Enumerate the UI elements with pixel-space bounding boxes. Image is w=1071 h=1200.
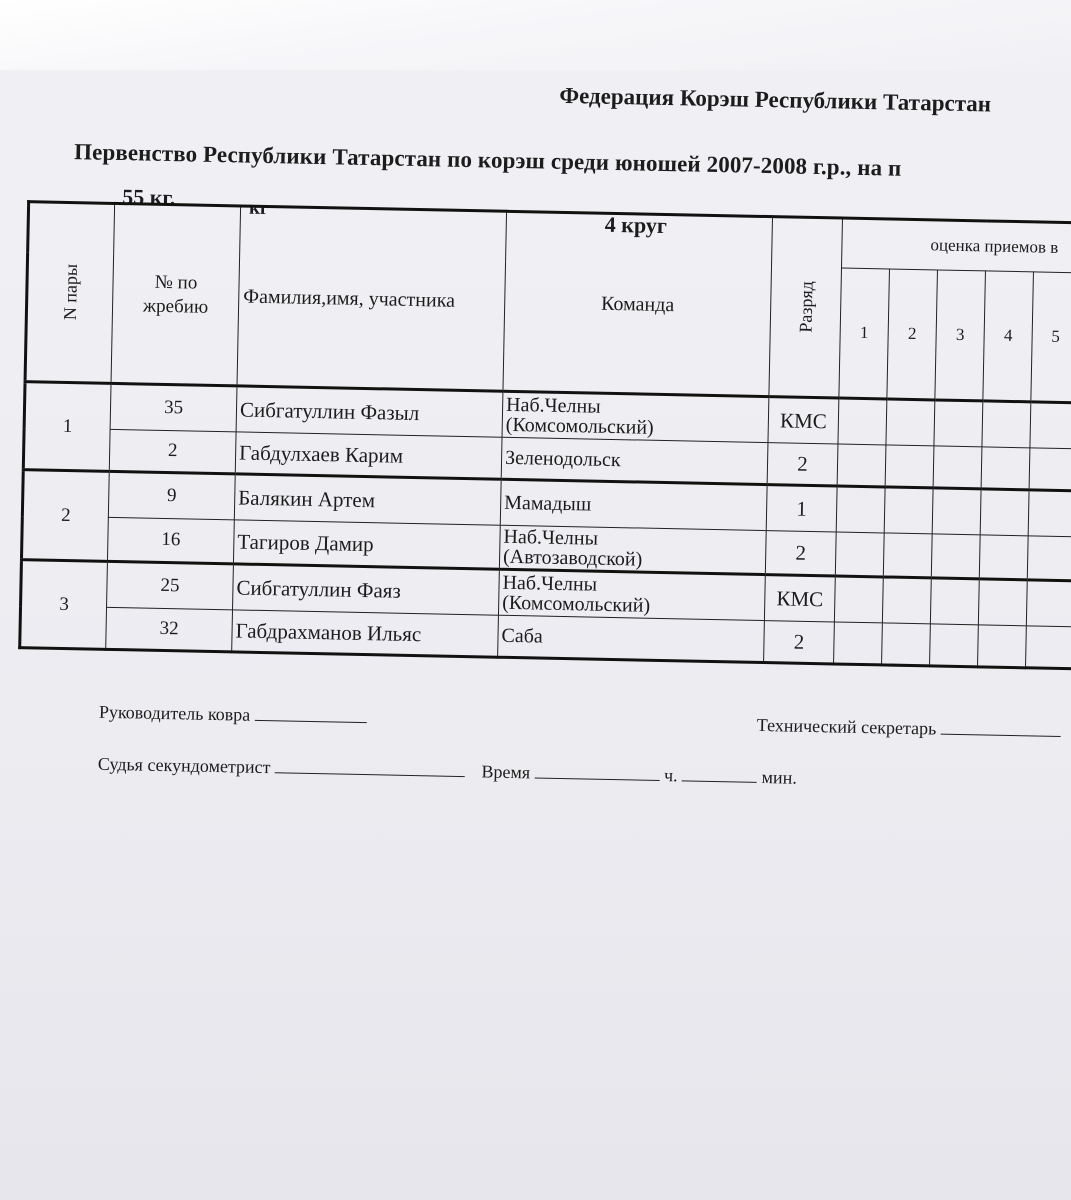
participant-name: Габдрахманов Ильяс: [232, 610, 499, 657]
score-cell[interactable]: [886, 399, 935, 446]
tech-secretary-signature: [757, 715, 1061, 742]
score-cell[interactable]: [883, 533, 932, 578]
score-cell[interactable]: [835, 532, 884, 577]
col-header-rank: [769, 217, 843, 398]
draw-number: 2: [109, 429, 236, 474]
competition-title: Первенство Республики Татарстан по корэш среди юношей 2007-2008 г.р., на п: [73, 139, 902, 181]
col-rank-label: Разряд: [795, 280, 817, 333]
score-cell[interactable]: [934, 400, 983, 447]
col-header-pair: [25, 202, 115, 384]
team-line: Наб.Челны: [505, 393, 601, 418]
col-team-label: Команда: [600, 292, 675, 316]
rank-cell: 2: [765, 531, 836, 576]
score-cell[interactable]: [978, 625, 1027, 668]
tech-secretary-line[interactable]: [941, 720, 1061, 737]
score-col-2: 2: [887, 269, 938, 400]
hours-label: ч.: [663, 765, 678, 786]
pair-number: 1: [23, 382, 111, 472]
participant-name: Тагиров Дамир: [233, 520, 500, 569]
rank-cell: КМС: [768, 397, 839, 444]
score-cell[interactable]: [1028, 490, 1071, 537]
federation-heading: Федерация Корэш Республики Татарстан: [559, 82, 992, 117]
score-cell[interactable]: [882, 577, 931, 624]
score-cell[interactable]: [885, 445, 934, 488]
team-cell: Мамадыш: [500, 479, 767, 530]
participant-name: Сибгатуллин Фазыл: [236, 386, 503, 437]
mat-head-line[interactable]: [255, 706, 367, 723]
col-header-scores: [841, 218, 1071, 273]
timekeeper-signature: [98, 754, 797, 789]
col-header-draw: [111, 203, 241, 385]
score-cell[interactable]: [836, 486, 885, 533]
minutes-line[interactable]: [682, 766, 757, 783]
time-label: Время: [481, 761, 531, 783]
score-cell[interactable]: [981, 447, 1030, 490]
participant-name: Габдулхаев Карим: [235, 432, 502, 479]
draw-number: 25: [107, 561, 234, 610]
score-cell[interactable]: [982, 401, 1031, 448]
timekeeper-label: Судья секундометрист: [97, 753, 271, 778]
draw-number: 9: [108, 471, 235, 520]
team-line: Наб.Челны: [502, 571, 598, 596]
score-cell[interactable]: [884, 487, 933, 534]
score-cell[interactable]: [932, 488, 981, 535]
col-name-label: Фамилия,имя, участника: [243, 285, 456, 312]
score-cell[interactable]: [931, 534, 980, 579]
rank-cell: 1: [766, 485, 837, 532]
minutes-label: мин.: [761, 767, 798, 788]
score-cell[interactable]: [838, 398, 887, 445]
score-col-5: 5: [1031, 272, 1071, 403]
draw-number: 32: [106, 607, 233, 652]
draw-number: 35: [110, 383, 237, 432]
col-pair-label: N пары: [59, 263, 81, 321]
score-cell[interactable]: [1026, 580, 1071, 627]
mat-head-label: Руководитель ковра: [98, 701, 251, 725]
team-line-2: (Автозаводской): [502, 545, 643, 571]
col-draw-label: № по жребию: [142, 271, 209, 318]
round-label: 4 круг: [604, 211, 668, 239]
score-col-1: 1: [839, 268, 890, 399]
team-cell: Саба: [498, 615, 765, 662]
timekeeper-line[interactable]: [275, 758, 465, 777]
score-cell[interactable]: [978, 579, 1027, 626]
team-cell: [499, 525, 766, 574]
participant-name: Балякин Артем: [234, 474, 501, 525]
score-cell[interactable]: [979, 535, 1028, 580]
score-cell[interactable]: [882, 623, 931, 666]
score-col-3: 3: [935, 270, 986, 401]
rank-cell: 2: [764, 621, 835, 664]
tech-secretary-label: Технический секретарь: [756, 714, 937, 739]
team-cell: [502, 391, 769, 442]
score-cell[interactable]: [980, 489, 1029, 536]
score-cell[interactable]: [1026, 626, 1071, 669]
rank-cell: 2: [767, 443, 838, 486]
rank-cell: КМС: [764, 575, 835, 622]
score-cell[interactable]: [1030, 402, 1071, 449]
team-cell: Зеленодольск: [501, 437, 768, 484]
paper-edge: [0, 0, 1071, 70]
score-cell[interactable]: [930, 578, 979, 625]
pair-number: 2: [21, 470, 109, 562]
hours-line[interactable]: [535, 763, 660, 781]
score-col-4: 4: [983, 271, 1034, 402]
protocol-document: [5, 60, 1071, 842]
score-cell[interactable]: [834, 576, 883, 623]
score-cell[interactable]: [1027, 536, 1071, 581]
score-cell[interactable]: [837, 444, 886, 487]
weight-category: 55 кг.: [122, 184, 176, 211]
team-line-2: (Комсомольский): [505, 413, 654, 439]
score-cell[interactable]: [1029, 448, 1071, 491]
score-cell[interactable]: [834, 622, 883, 665]
mat-head-signature: [99, 702, 367, 728]
team-line-2: (Комсомольский): [501, 591, 651, 617]
draw-number: 16: [107, 517, 234, 564]
score-cell[interactable]: [933, 446, 982, 489]
kg-label: кг: [248, 197, 269, 220]
col-header-name: [237, 206, 507, 391]
table-header-row: [28, 202, 1071, 273]
team-cell: [498, 569, 765, 620]
score-cell[interactable]: [930, 624, 979, 667]
pair-number: 3: [20, 560, 108, 650]
participant-name: Сибгатуллин Фаяз: [233, 564, 500, 615]
col-header-team: [503, 211, 773, 396]
team-line: Наб.Челны: [503, 525, 599, 550]
col-scores-label: оценка приемов в: [930, 235, 1059, 257]
